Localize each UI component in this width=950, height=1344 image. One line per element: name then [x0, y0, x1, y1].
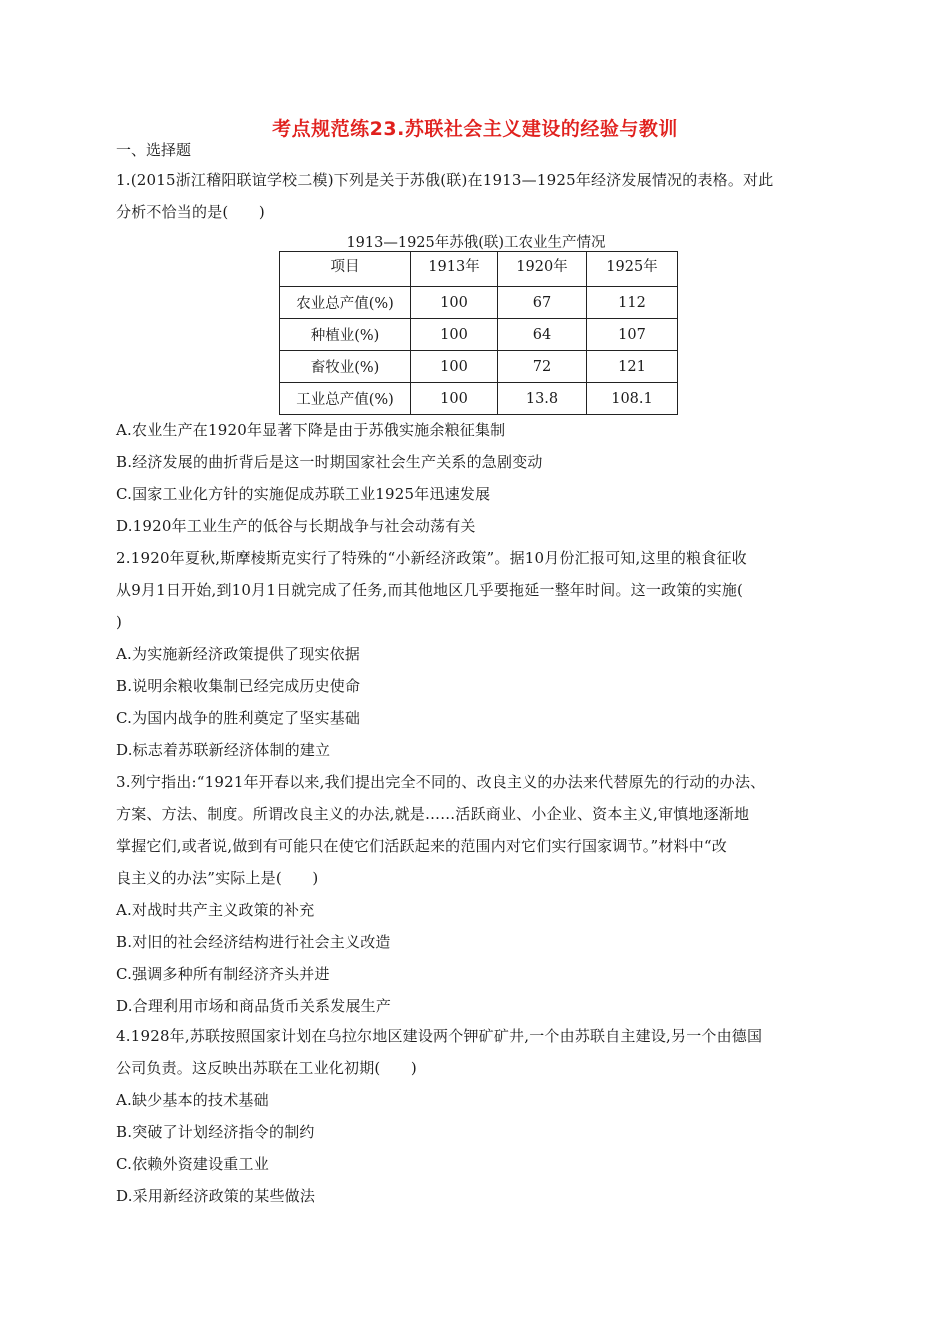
- option-c: C.强调多种所有制经济齐头并进: [116, 965, 330, 983]
- table-row: [280, 351, 678, 383]
- production-table: [279, 251, 678, 415]
- question-1-stem-line-2: 分析不恰当的是( ): [116, 203, 265, 221]
- question-3-stem-line-3: 掌握它们,或者说,做到有可能只在使它们活跃起来的范围内对它们实行国家调节。”材料中“改: [116, 837, 727, 855]
- table-cell: 100: [411, 383, 498, 415]
- table-caption: 1913—1925年苏俄(联)工农业生产情况: [346, 235, 606, 251]
- question-2-stem-line-2: 从9月1日开始,到10月1日就完成了任务,而其他地区几乎要拖延一整年时间。这一政策的实施(: [116, 581, 744, 599]
- option-a: A.农业生产在1920年显著下降是由于苏俄实施余粮征集制: [116, 421, 506, 439]
- table-header-cell: 1913年: [411, 252, 498, 287]
- table-cell: 100: [411, 287, 498, 319]
- option-c: C.依赖外资建设重工业: [116, 1155, 269, 1173]
- option-b: B.突破了计划经济指令的制约: [116, 1123, 315, 1141]
- table-cell: 121: [587, 351, 678, 383]
- question-1: [116, 164, 836, 228]
- table-row: [280, 383, 678, 415]
- option-c: C.为国内战争的胜利奠定了坚实基础: [116, 709, 361, 727]
- table-cell: 农业总产值(%): [280, 287, 411, 319]
- question-3-stem-line-2: 方案、方法、制度。所谓改良主义的办法,就是……活跃商业、小企业、资本主义,审慎地逐渐地: [116, 805, 750, 823]
- option-b: B.经济发展的曲折背后是这一时期国家社会生产关系的急剧变动: [116, 453, 543, 471]
- question-3-stem-line-4: 良主义的办法”实际上是( ): [116, 869, 319, 887]
- table-cell: 67: [498, 287, 587, 319]
- table-cell: 64: [498, 319, 587, 351]
- table-cell: 72: [498, 351, 587, 383]
- option-c: C.国家工业化方针的实施促成苏联工业1925年迅速发展: [116, 485, 491, 503]
- question-3: [116, 766, 836, 1022]
- table-cell: 13.8: [498, 383, 587, 415]
- table-cell: 100: [411, 319, 498, 351]
- question-1-options: [116, 414, 836, 542]
- option-b: B.说明余粮收集制已经完成历史使命: [116, 677, 361, 695]
- question-2: [116, 542, 836, 766]
- question-3-stem-line-1: 3.列宁指出:“1921年开春以来,我们提出完全不同的、改良主义的办法来代替原先的行动的办法、: [116, 773, 766, 791]
- question-2-stem-line-3: ): [116, 613, 123, 631]
- question-4-stem-line-2: 公司负责。这反映出苏联在工业化初期( ): [116, 1059, 417, 1077]
- option-d: D.合理利用市场和商品货币关系发展生产: [116, 997, 392, 1015]
- table-header-cell: 项目: [280, 252, 411, 287]
- option-b: B.对旧的社会经济结构进行社会主义改造: [116, 933, 391, 951]
- option-a: A.对战时共产主义政策的补充: [116, 901, 315, 919]
- table-cell: 108.1: [587, 383, 678, 415]
- option-a: A.缺少基本的技术基础: [116, 1091, 269, 1109]
- question-1-stem-line-1: 1.(2015浙江稽阳联谊学校二模)下列是关于苏俄(联)在1913—1925年经济发展情况的表格。对此: [116, 171, 774, 189]
- table-cell: 工业总产值(%): [280, 383, 411, 415]
- question-4-stem-line-1: 4.1928年,苏联按照国家计划在乌拉尔地区建设两个钾矿矿井,一个由苏联自主建设,另一个由德国: [116, 1027, 763, 1045]
- table-cell: 112: [587, 287, 678, 319]
- option-a: A.为实施新经济政策提供了现实依据: [116, 645, 361, 663]
- table-header-cell: 1920年: [498, 252, 587, 287]
- table-row: [280, 287, 678, 319]
- option-d: D.标志着苏联新经济体制的建立: [116, 741, 331, 759]
- table-header-row: [280, 252, 678, 287]
- table-cell: 100: [411, 351, 498, 383]
- table-cell: 种植业(%): [280, 319, 411, 351]
- question-2-stem-line-1: 2.1920年夏秋,斯摩棱斯克实行了特殊的“小新经济政策”。据10月份汇报可知,这里的粮食征收: [116, 549, 747, 567]
- section-heading: 一、选择题: [116, 141, 192, 159]
- table-cell: 107: [587, 319, 678, 351]
- page-title: 考点规范练23.苏联社会主义建设的经验与教训: [272, 118, 678, 140]
- option-d: D.1920年工业生产的低谷与长期战争与社会动荡有关: [116, 517, 476, 535]
- option-d: D.采用新经济政策的某些做法: [116, 1187, 316, 1205]
- table-header-cell: 1925年: [587, 252, 678, 287]
- question-4: [116, 1020, 836, 1212]
- table-row: [280, 319, 678, 351]
- table-cell: 畜牧业(%): [280, 351, 411, 383]
